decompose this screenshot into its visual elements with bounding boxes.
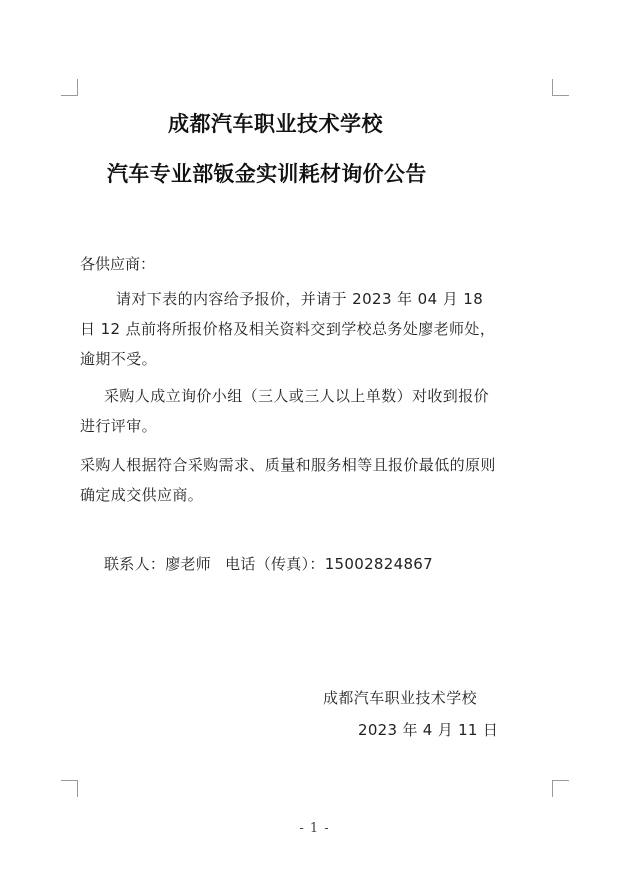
contact-line (104, 550, 433, 578)
document-title-notice: 汽车专业部钣金实训耗材询价公告 (107, 162, 427, 186)
contact-phone-label: 电话（传真）： (225, 555, 325, 573)
document-title-school: 成都汽车职业技术学校 (168, 112, 383, 136)
corner-mark-bottom-left (61, 780, 78, 797)
signature-organization: 成都汽车职业技术学校 (323, 689, 478, 707)
corner-mark-top-right (552, 79, 569, 96)
paragraph-review-group: 采购人成立询价小组（三人或三人以上单数）对收到报价进行评审。 (80, 387, 490, 435)
page-number: - 1 - (299, 821, 330, 836)
corner-mark-bottom-right (552, 780, 569, 797)
paragraph-selection-principle: 采购人根据符合采购需求、质量和服务相等且报价最低的原则确定成交供应商。 (80, 456, 496, 504)
corner-mark-top-left (61, 79, 78, 96)
salutation: 各供应商： (80, 255, 156, 273)
signature-date: 2023 年 4 月 11 日 (358, 721, 499, 739)
paragraph-quote-request: 请对下表的内容给予报价，并请于 2023 年 04 月 18 日 12 点前将所报价格及相关资料交到学校总务处廖老师处，逾期不受。 (80, 290, 496, 368)
contact-phone: 15002824867 (324, 555, 433, 573)
contact-person-label: 联系人： (104, 555, 166, 573)
contact-person: 廖老师 (165, 555, 212, 573)
